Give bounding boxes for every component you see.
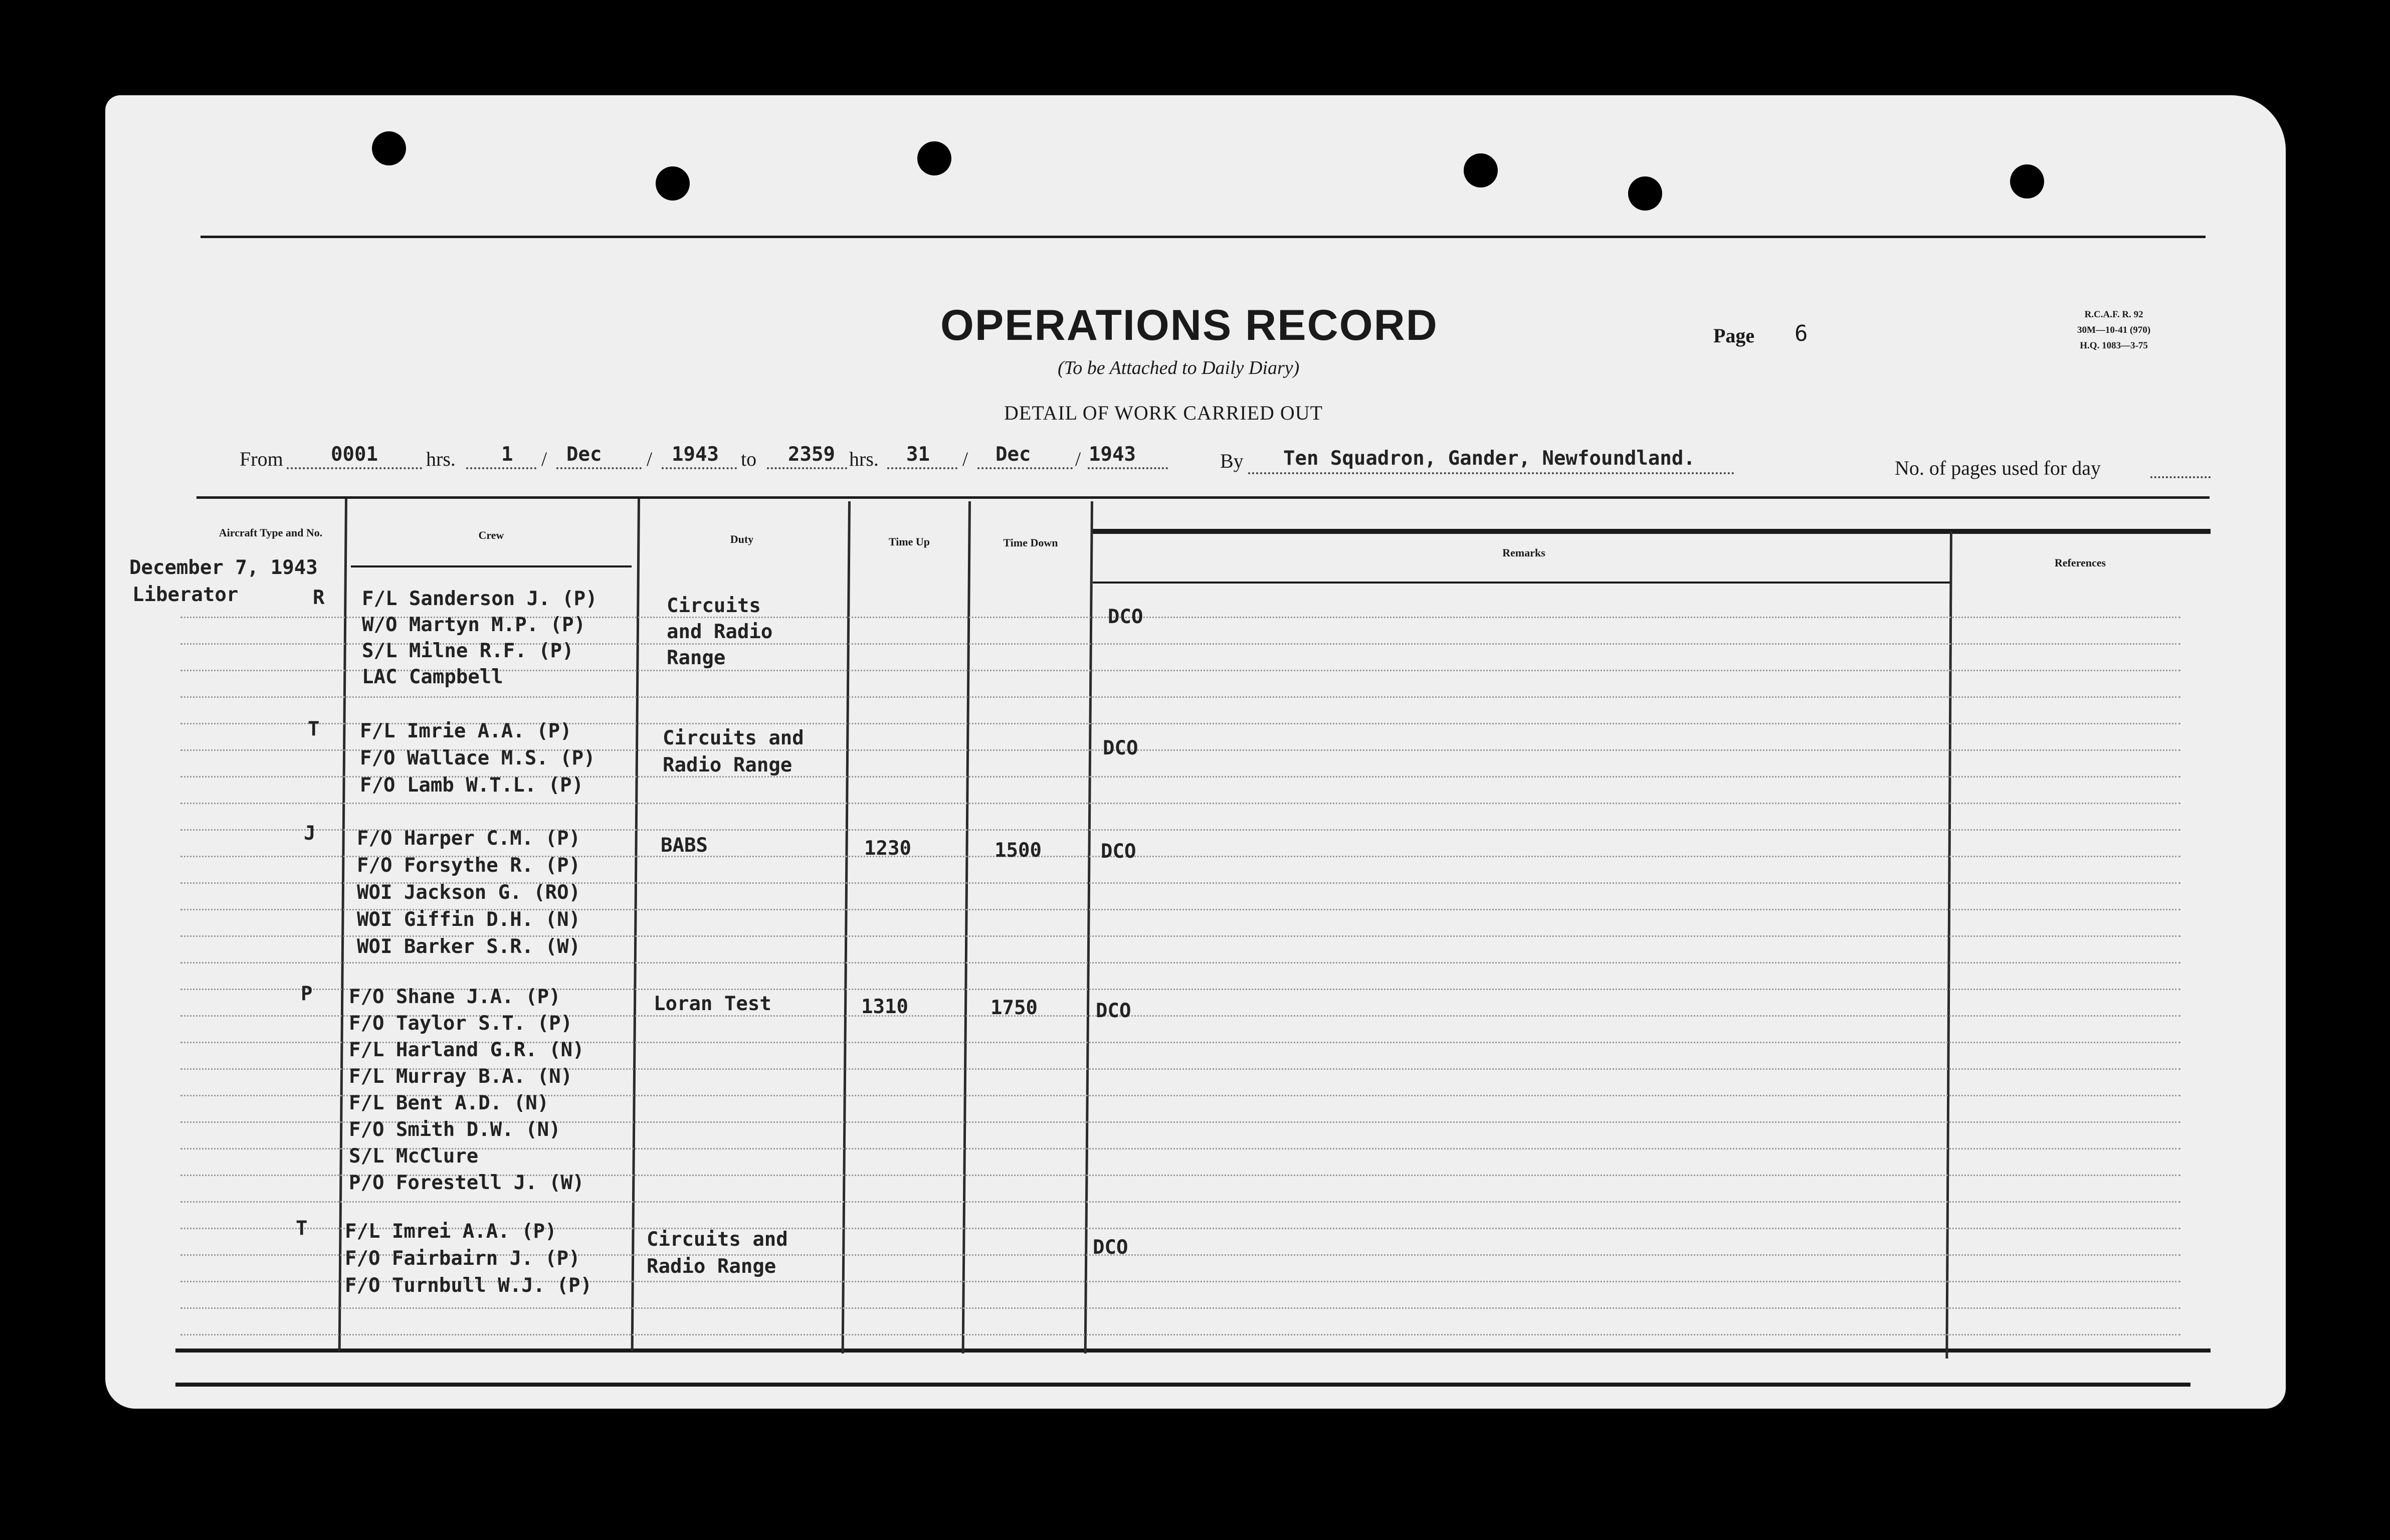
unit-name: Ten Squadron, Gander, Newfoundland. (1283, 447, 1695, 470)
header-bottom-rule (1093, 582, 1950, 584)
remarks: DCO (1103, 737, 1138, 759)
table-bottom-rule (175, 1349, 2211, 1353)
remarks: DCO (1096, 1000, 1131, 1022)
aircraft-letter: T (308, 718, 320, 740)
to-time: 2359 (788, 443, 835, 466)
pages-used-label: No. of pages used for day (1895, 457, 2101, 479)
col-header-time-down: Time Down (1003, 536, 1058, 549)
time-down: 1750 (990, 997, 1038, 1019)
time-down: 1500 (994, 839, 1042, 862)
table-top-rule (196, 496, 2210, 499)
aircraft-letter: R (313, 587, 325, 609)
page-title: OPERATIONS RECORD (940, 301, 1438, 349)
remarks: DCO (1101, 840, 1136, 863)
to-month: Dec (995, 443, 1031, 466)
ruled-line (180, 1148, 2180, 1149)
to-label: to (741, 448, 757, 470)
section-heading: DETAIL OF WORK CARRIED OUT (1004, 402, 1323, 424)
form-reference: R.C.A.F. R. 92 30M—10-41 (970) H.Q. 1083—3-75 (2077, 309, 2151, 351)
punch-hole (2010, 164, 2044, 199)
remarks: DCO (1093, 1236, 1128, 1259)
aircraft-letter: T (296, 1217, 308, 1240)
to-day: 31 (906, 443, 930, 466)
page-label: Page (1713, 324, 1755, 347)
hrs-label: hrs. (426, 448, 456, 470)
aircraft-type: Liberator (132, 584, 239, 606)
col-header-references: References (2054, 556, 2106, 569)
from-label: From (240, 448, 283, 470)
to-year: 1943 (1089, 443, 1136, 466)
punch-hole (1464, 153, 1498, 187)
from-year: 1943 (672, 443, 719, 466)
duty: BABS (661, 834, 708, 857)
col-header-aircraft: Aircraft Type and No. (219, 526, 323, 539)
punch-hole (656, 166, 690, 201)
ruled-line (180, 1334, 2180, 1335)
ruled-line (180, 696, 2180, 698)
punch-hole (1628, 176, 1662, 211)
col-header-duty: Duty (730, 533, 754, 545)
aircraft-letter: P (301, 983, 313, 1005)
from-time: 0001 (331, 443, 378, 466)
top-rule (201, 236, 2206, 238)
table-bottom-rule (175, 1383, 2190, 1387)
remarks: DCO (1108, 606, 1143, 628)
page-number: 6 (1795, 321, 1808, 346)
col-header-time-up: Time Up (888, 535, 930, 548)
duty: Loran Test (654, 993, 771, 1015)
header-bottom-rule (351, 565, 632, 567)
from-day: 1 (501, 443, 513, 466)
punch-hole (372, 131, 406, 165)
table-header-rule (1093, 529, 2211, 534)
date-line: December 7, 1943 (129, 556, 318, 579)
from-month: Dec (566, 443, 602, 466)
col-header-remarks: Remarks (1502, 546, 1545, 559)
col-header-crew: Crew (478, 529, 504, 541)
ruled-line (180, 962, 2180, 964)
ruled-line (180, 803, 2180, 804)
page-subtitle: (To be Attached to Daily Diary) (1058, 357, 1300, 378)
by-label: By (1220, 450, 1244, 472)
aircraft-letter: J (304, 822, 316, 845)
time-up: 1310 (861, 996, 908, 1018)
time-up: 1230 (864, 837, 911, 860)
punch-hole (917, 141, 951, 175)
ruled-line (180, 1307, 2180, 1309)
ruled-line (180, 1201, 2180, 1203)
